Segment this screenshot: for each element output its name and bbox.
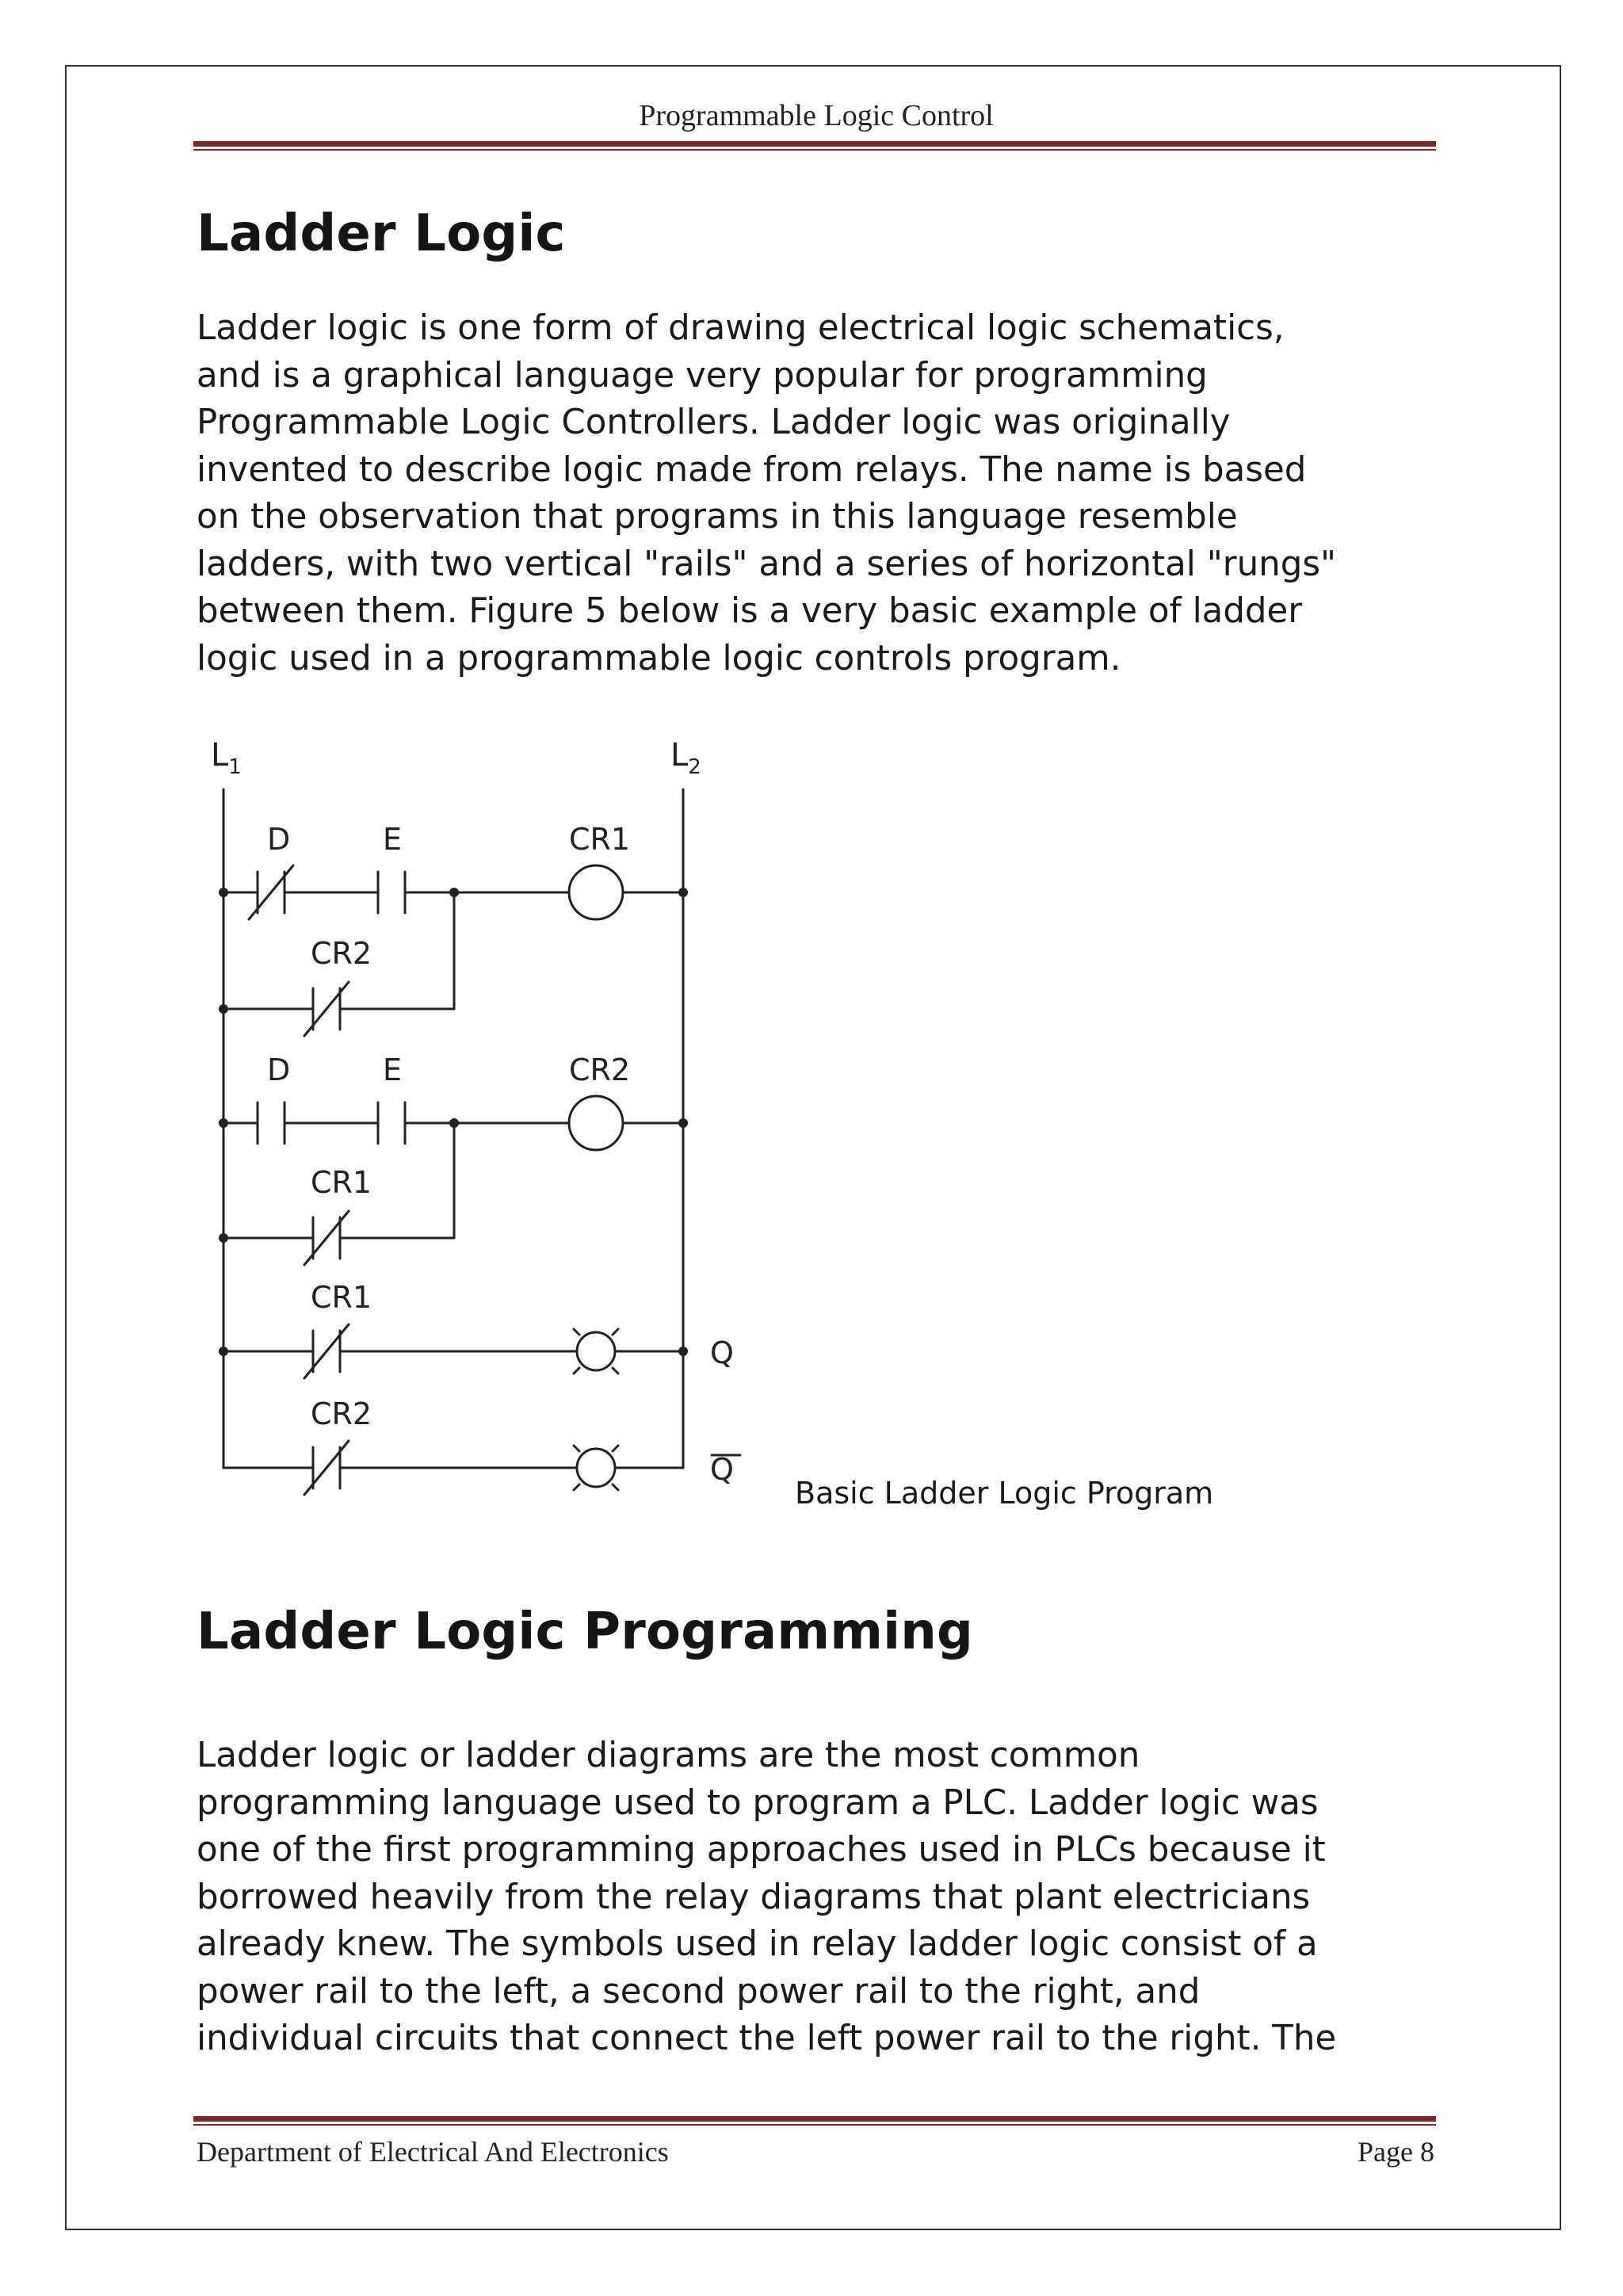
label-output-q: Q <box>710 1335 734 1370</box>
label-r1-coil: CR1 <box>569 822 631 857</box>
label-r2-contact: CR2 <box>311 936 372 971</box>
footer-page-number: Page 8 <box>1358 2136 1434 2168</box>
label-r4-contact: CR1 <box>311 1165 372 1200</box>
figure-caption: Basic Ladder Logic Program <box>795 1476 1214 1511</box>
label-r3-coil: CR2 <box>569 1052 631 1087</box>
label-r3-e: E <box>383 1052 403 1087</box>
label-r1-e: E <box>383 822 403 857</box>
section-heading-ladder-logic: Ladder Logic <box>197 204 566 263</box>
footer-department: Department of Electrical And Electronics <box>197 2136 669 2168</box>
label-output-q-bar: Q <box>710 1452 734 1487</box>
header-title: Programmable Logic Control <box>639 99 994 132</box>
footer-rule <box>193 2116 1436 2126</box>
rail-right-label: $L_2$ <box>670 737 701 779</box>
label-r1-d: D <box>267 822 291 857</box>
programming-paragraph: Ladder logic or ladder diagrams are the most common programming language used to program a PLC. Ladder logic was one of the first programming approaches used in PLCs because it borrowed heavily from the relay diagrams that plant electricians already knew. The symbols used in relay ladder logic consist of a power rail to the left, a second power rail to the right, and individual circuits that connect the left power rail to the right. The <box>197 1736 1337 2058</box>
intro-paragraph: Ladder logic is one form of drawing electrical logic schematics, and is a graphical language very popular for programming Programmable Logic Controllers. Ladder logic was originally invented to describe logic made from relays. The name is based on the observation that programs in this language resemble ladders, with two vertical "rails" and a series of horizontal "rungs" between them. Figure 5 below is a very basic example of ladder logic used in a programmable logic controls program. <box>197 308 1337 678</box>
label-r5-contact: CR1 <box>311 1280 372 1315</box>
label-r3-d: D <box>267 1052 291 1087</box>
label-r6-contact: CR2 <box>311 1396 372 1431</box>
ladder-diagram <box>190 729 761 1522</box>
section-heading-ladder-logic-programming: Ladder Logic Programming <box>197 1603 974 1661</box>
rail-left-label: $L_1$ <box>211 737 242 779</box>
header-rule <box>193 141 1436 151</box>
